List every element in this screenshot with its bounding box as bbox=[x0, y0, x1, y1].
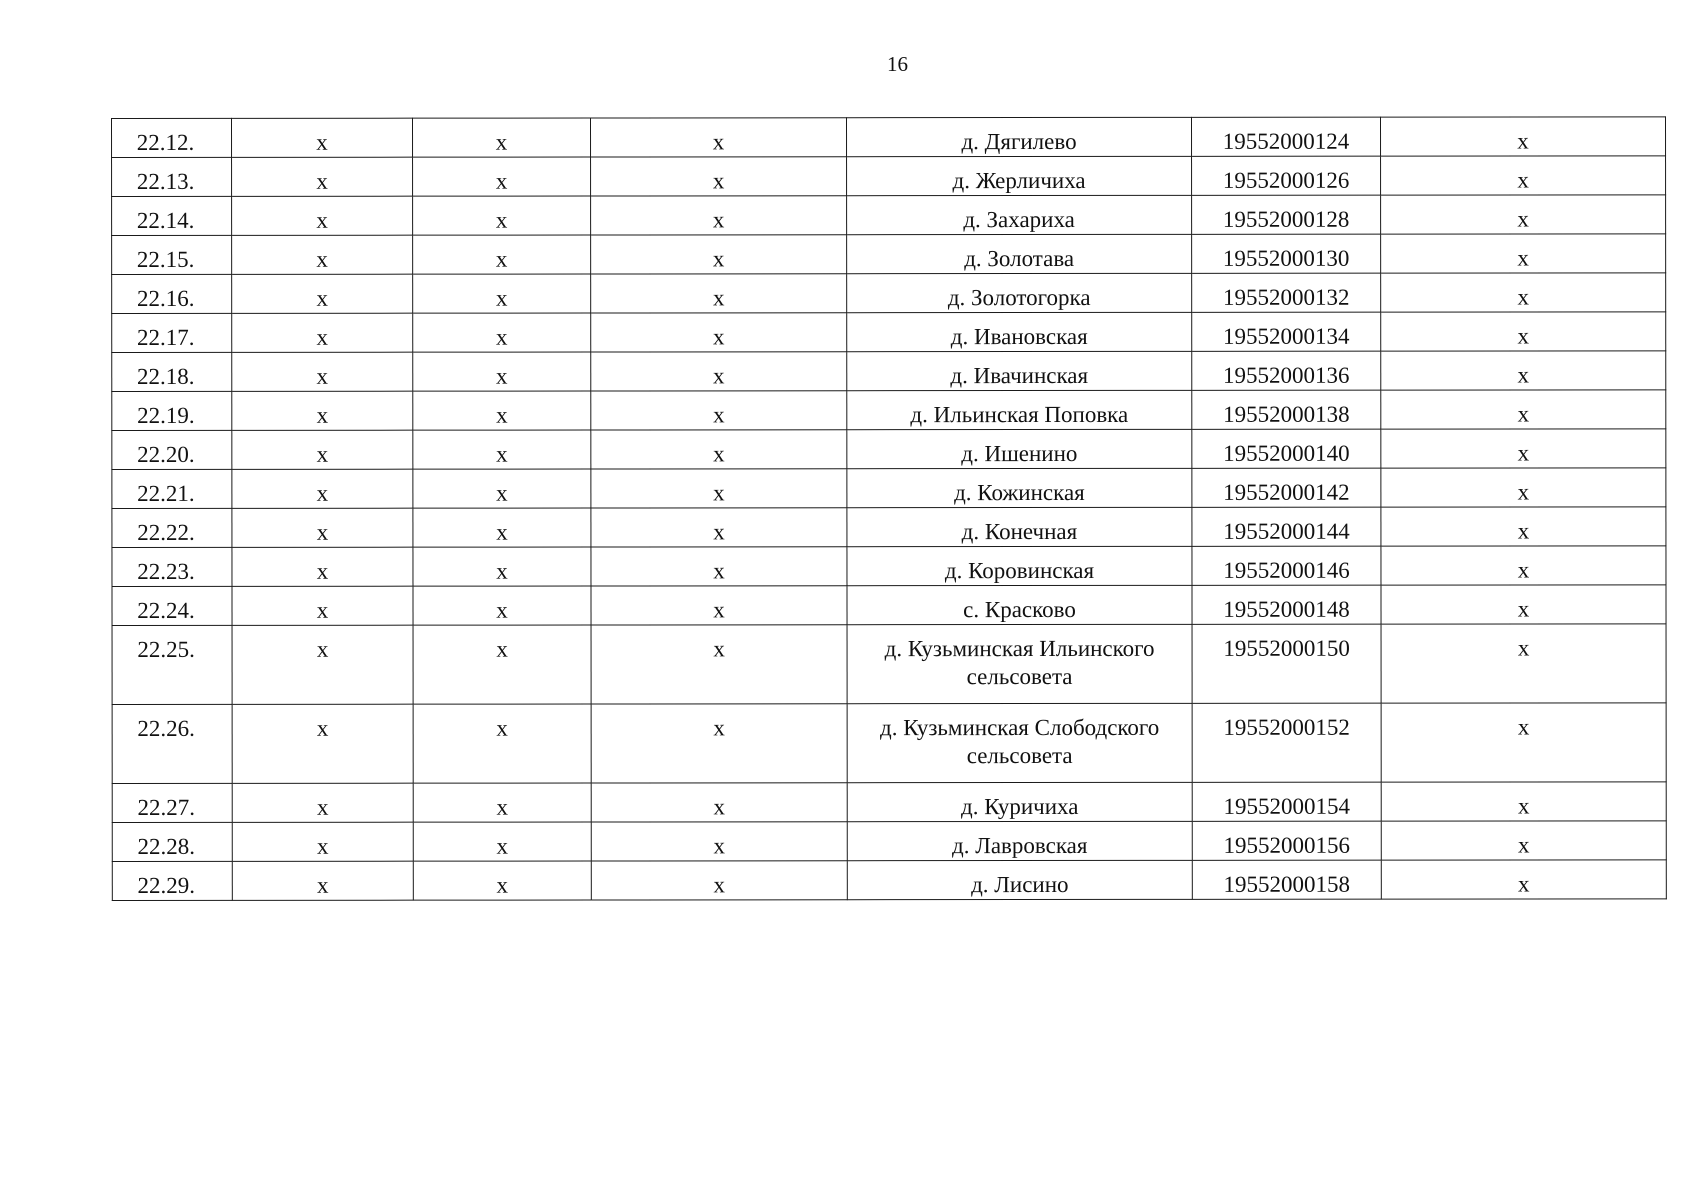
row-number-cell: 22.24. bbox=[112, 586, 232, 625]
table-row bbox=[112, 468, 1666, 509]
cell-col-2: x bbox=[232, 469, 413, 508]
table-row bbox=[112, 156, 1666, 197]
row-number-cell: 22.18. bbox=[112, 352, 232, 391]
oktmo-code-cell: 19552000148 bbox=[1192, 585, 1381, 624]
row-number-cell: 22.12. bbox=[112, 118, 232, 157]
table-row bbox=[112, 117, 1666, 158]
settlement-name-cell: д. Дягилево bbox=[847, 117, 1192, 156]
table-row bbox=[112, 546, 1666, 587]
cell-col-4: x bbox=[591, 586, 847, 625]
cell-col-4: x bbox=[591, 430, 847, 469]
cell-col-2: x bbox=[232, 704, 413, 783]
table-row bbox=[112, 507, 1666, 548]
cell-col-2: x bbox=[232, 586, 413, 625]
cell-col-2: x bbox=[232, 196, 413, 235]
cell-col-7: x bbox=[1381, 585, 1666, 624]
oktmo-code-cell: 19552000156 bbox=[1192, 821, 1381, 860]
oktmo-code-cell: 19552000146 bbox=[1192, 546, 1381, 585]
cell-col-2: x bbox=[232, 625, 413, 704]
cell-col-7: x bbox=[1381, 624, 1666, 703]
cell-col-3: x bbox=[413, 508, 591, 547]
cell-col-4: x bbox=[591, 313, 847, 352]
cell-col-7: x bbox=[1381, 703, 1666, 782]
settlement-name-cell: д. Ильинская Поповка bbox=[847, 390, 1192, 429]
row-number-cell: 22.21. bbox=[112, 469, 232, 508]
cell-col-3: x bbox=[413, 391, 591, 430]
cell-col-3: x bbox=[413, 469, 591, 508]
cell-col-3: x bbox=[413, 822, 591, 861]
row-number-cell: 22.13. bbox=[112, 157, 232, 196]
cell-col-2: x bbox=[232, 822, 413, 861]
cell-col-7: x bbox=[1381, 195, 1666, 234]
settlement-name-cell: д. Жерличиха bbox=[847, 156, 1192, 195]
settlements-table bbox=[111, 116, 1667, 901]
table-row bbox=[112, 585, 1666, 626]
cell-col-2: x bbox=[232, 861, 413, 900]
settlement-name-cell: д. Кузьминская Ильинского сельсовета bbox=[847, 624, 1192, 703]
oktmo-code-cell: 19552000154 bbox=[1192, 782, 1381, 821]
cell-col-2: x bbox=[232, 430, 413, 469]
cell-col-2: x bbox=[232, 274, 413, 313]
oktmo-code-cell: 19552000158 bbox=[1192, 860, 1381, 899]
cell-col-2: x bbox=[232, 391, 413, 430]
cell-col-4: x bbox=[591, 469, 847, 508]
cell-col-2: x bbox=[232, 783, 413, 822]
row-number-cell: 22.25. bbox=[112, 625, 232, 704]
settlement-name-cell: д. Ивачинская bbox=[847, 351, 1192, 390]
oktmo-code-cell: 19552000130 bbox=[1192, 234, 1381, 273]
oktmo-code-cell: 19552000132 bbox=[1192, 273, 1381, 312]
cell-col-3: x bbox=[413, 235, 591, 274]
settlement-name-cell: д. Кожинская bbox=[847, 468, 1192, 507]
table-row bbox=[112, 273, 1666, 314]
cell-col-4: x bbox=[591, 547, 847, 586]
row-number-cell: 22.27. bbox=[112, 783, 232, 822]
settlement-name-cell: д. Ивановская bbox=[847, 312, 1192, 351]
cell-col-3: x bbox=[413, 547, 591, 586]
cell-col-4: x bbox=[591, 704, 847, 783]
cell-col-4: x bbox=[591, 861, 847, 900]
cell-col-4: x bbox=[591, 822, 847, 861]
table-row bbox=[112, 351, 1666, 392]
row-number-cell: 22.17. bbox=[112, 313, 232, 352]
row-number-cell: 22.23. bbox=[112, 547, 232, 586]
settlement-name-cell: д. Кузьминская Слободского сельсовета bbox=[847, 703, 1192, 782]
cell-col-7: x bbox=[1381, 860, 1666, 899]
cell-col-3: x bbox=[413, 625, 591, 704]
cell-col-7: x bbox=[1381, 507, 1666, 546]
cell-col-7: x bbox=[1381, 468, 1666, 507]
cell-col-4: x bbox=[591, 508, 847, 547]
settlement-name-cell: д. Золотава bbox=[847, 234, 1192, 273]
cell-col-3: x bbox=[413, 783, 591, 822]
table-body bbox=[112, 117, 1667, 901]
cell-col-3: x bbox=[413, 861, 591, 900]
cell-col-4: x bbox=[591, 625, 847, 704]
row-number-cell: 22.16. bbox=[112, 274, 232, 313]
row-number-cell: 22.22. bbox=[112, 508, 232, 547]
settlement-name-cell: д. Куричиха bbox=[847, 782, 1192, 821]
settlement-name-cell: д. Коровинская bbox=[847, 546, 1192, 585]
oktmo-code-cell: 19552000136 bbox=[1192, 351, 1381, 390]
table-row bbox=[112, 390, 1666, 431]
table-row bbox=[112, 429, 1666, 470]
cell-col-4: x bbox=[591, 391, 847, 430]
table-row bbox=[112, 234, 1666, 275]
row-number-cell: 22.20. bbox=[112, 430, 232, 469]
cell-col-4: x bbox=[591, 274, 847, 313]
oktmo-code-cell: 19552000142 bbox=[1192, 468, 1381, 507]
table-row bbox=[112, 860, 1666, 901]
cell-col-7: x bbox=[1381, 821, 1666, 860]
cell-col-3: x bbox=[413, 586, 591, 625]
cell-col-4: x bbox=[591, 157, 847, 196]
cell-col-3: x bbox=[413, 274, 591, 313]
cell-col-7: x bbox=[1381, 429, 1666, 468]
cell-col-3: x bbox=[413, 196, 591, 235]
cell-col-2: x bbox=[232, 118, 413, 157]
table-row bbox=[112, 312, 1666, 353]
oktmo-code-cell: 19552000150 bbox=[1192, 624, 1381, 703]
cell-col-7: x bbox=[1381, 782, 1666, 821]
oktmo-code-cell: 19552000152 bbox=[1192, 703, 1381, 782]
cell-col-3: x bbox=[413, 118, 591, 157]
row-number-cell: 22.15. bbox=[112, 235, 232, 274]
cell-col-4: x bbox=[591, 783, 847, 822]
page-number: 16 bbox=[887, 52, 908, 76]
oktmo-code-cell: 19552000138 bbox=[1192, 390, 1381, 429]
settlement-name-cell: д. Захариха bbox=[847, 195, 1192, 234]
oktmo-code-cell: 19552000144 bbox=[1192, 507, 1381, 546]
settlement-name-cell: д. Лисино bbox=[847, 860, 1192, 899]
table-row bbox=[112, 703, 1666, 784]
row-number-cell: 22.28. bbox=[112, 822, 232, 861]
cell-col-7: x bbox=[1381, 312, 1666, 351]
cell-col-2: x bbox=[232, 508, 413, 547]
cell-col-7: x bbox=[1381, 234, 1666, 273]
cell-col-7: x bbox=[1381, 546, 1666, 585]
cell-col-2: x bbox=[232, 313, 413, 352]
cell-col-4: x bbox=[591, 118, 847, 157]
cell-col-2: x bbox=[232, 547, 413, 586]
cell-col-4: x bbox=[591, 196, 847, 235]
cell-col-7: x bbox=[1381, 351, 1666, 390]
table-row bbox=[112, 782, 1666, 823]
table-row bbox=[112, 624, 1666, 705]
cell-col-3: x bbox=[413, 430, 591, 469]
cell-col-3: x bbox=[413, 352, 591, 391]
oktmo-code-cell: 19552000134 bbox=[1192, 312, 1381, 351]
row-number-cell: 22.29. bbox=[112, 861, 232, 900]
oktmo-code-cell: 19552000124 bbox=[1191, 117, 1380, 156]
row-number-cell: 22.14. bbox=[112, 196, 232, 235]
cell-col-4: x bbox=[591, 235, 847, 274]
oktmo-code-cell: 19552000126 bbox=[1192, 156, 1381, 195]
row-number-cell: 22.26. bbox=[112, 704, 232, 783]
cell-col-7: x bbox=[1381, 390, 1666, 429]
cell-col-4: x bbox=[591, 352, 847, 391]
settlement-name-cell: с. Красково bbox=[847, 585, 1192, 624]
oktmo-code-cell: 19552000140 bbox=[1192, 429, 1381, 468]
settlement-name-cell: д. Золотогорка bbox=[847, 273, 1192, 312]
row-number-cell: 22.19. bbox=[112, 391, 232, 430]
cell-col-3: x bbox=[413, 313, 591, 352]
cell-col-2: x bbox=[232, 235, 413, 274]
settlement-name-cell: д. Лавровская bbox=[847, 821, 1192, 860]
settlements-table-container bbox=[111, 118, 1665, 901]
oktmo-code-cell: 19552000128 bbox=[1192, 195, 1381, 234]
settlement-name-cell: д. Конечная bbox=[847, 507, 1192, 546]
settlement-name-cell: д. Ишенино bbox=[847, 429, 1192, 468]
cell-col-2: x bbox=[232, 352, 413, 391]
cell-col-3: x bbox=[413, 704, 591, 783]
cell-col-7: x bbox=[1381, 273, 1666, 312]
table-row bbox=[112, 195, 1666, 236]
cell-col-7: x bbox=[1381, 156, 1666, 195]
cell-col-2: x bbox=[232, 157, 413, 196]
cell-col-7: x bbox=[1380, 117, 1665, 156]
cell-col-3: x bbox=[413, 157, 591, 196]
table-row bbox=[112, 821, 1666, 862]
